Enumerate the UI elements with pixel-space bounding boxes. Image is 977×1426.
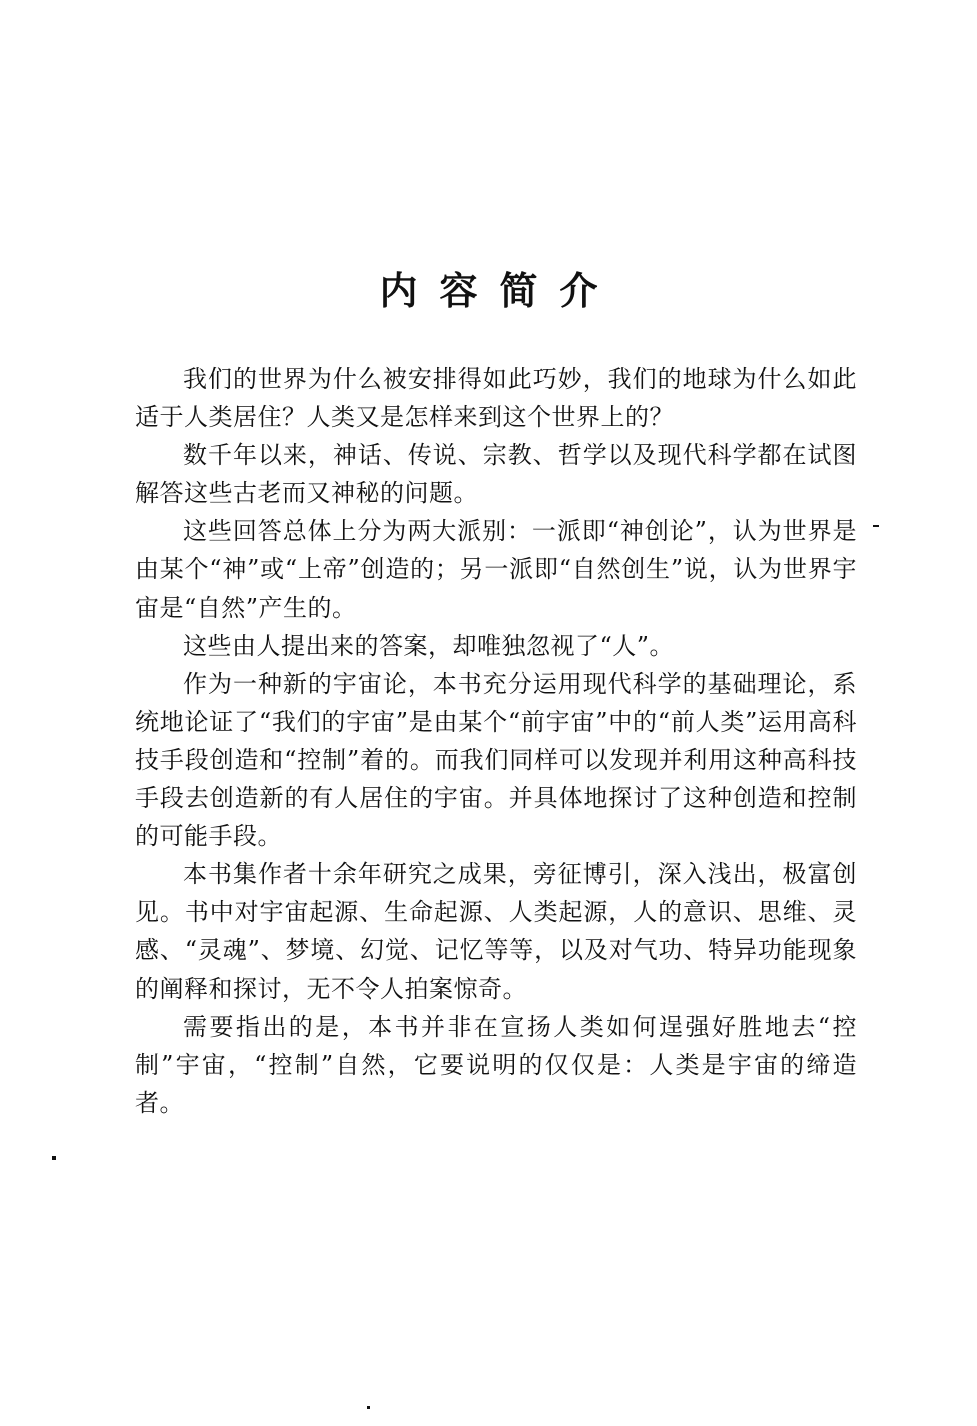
- paragraph-2: 数千年以来，神话、传说、宗教、哲学以及现代科学都在试图解答这些古老而又神秘的问题。: [135, 441, 857, 508]
- page-title: 内容简介: [379, 268, 620, 313]
- paragraph-3: 这些回答总体上分为两大派别：一派即“神创论”，认为世界是由某个“神”或“上帝”创造的；另一派即“自然创生”说，认为世界宇宙是“自然”产生的。: [135, 517, 857, 622]
- scan-speck: [367, 1406, 370, 1409]
- paragraph-7: 需要指出的是，本书并非在宣扬人类如何逞强好胜地去“控制”宇宙，“控制”自然，它要说明的仅仅是：人类是宇宙的缔造者。: [135, 1012, 857, 1117]
- paragraph-6: 本书集作者十余年研究之成果，旁征博引，深入浅出，极富创见。书中对宇宙起源、生命起源、人类起源，人的意识、思维、灵感、“灵魂”、梦境、幻觉、记忆等等，以及对气功、特异功能现象的阐释和探讨，无不令人拍案惊奇。: [135, 860, 857, 1003]
- paragraph-1: 我们的世界为什么被安排得如此巧妙，我们的地球为什么如此适于人类居住？人类又是怎样来到这个世界上的？: [135, 365, 857, 432]
- scan-speck: [873, 525, 879, 527]
- paragraph-5: 作为一种新的宇宙论，本书充分运用现代科学的基础理论，系统地论证了“我们的宇宙”是由某个“前宇宙”中的“前人类”运用高科技手段创造和“控制”着的。而我们同样可以发现并利用这种高科技手段去创造新的有人居住的宇宙。并具体地探讨了这种创造和控制的可能手段。: [135, 669, 857, 851]
- scan-speck: [52, 1156, 56, 1160]
- paragraph-4: 这些由人提出来的答案，却唯独忽视了“人”。: [183, 631, 675, 660]
- body-text: [135, 360, 857, 1122]
